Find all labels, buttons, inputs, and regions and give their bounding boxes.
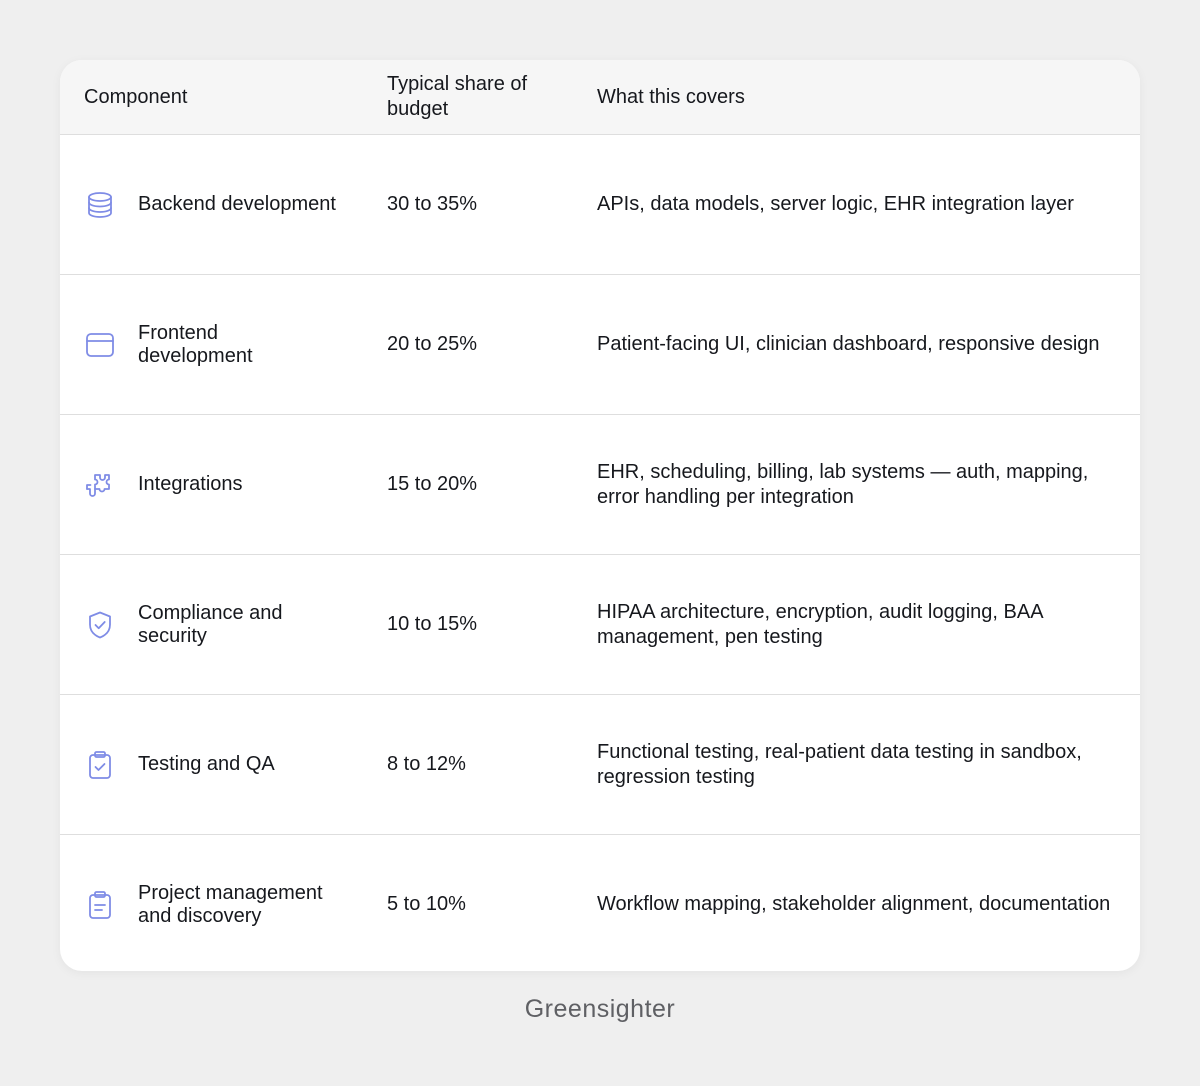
table-row — [60, 695, 1140, 835]
header-covers: What this covers — [597, 85, 745, 108]
table-row — [60, 135, 1140, 275]
table-row — [60, 415, 1140, 555]
table-header — [60, 60, 1140, 135]
browser-window-icon — [84, 329, 116, 361]
budget-share: 20 to 25% — [387, 333, 478, 355]
budget-share: 15 to 20% — [387, 473, 478, 495]
shield-check-icon — [84, 609, 116, 641]
budget-share: 10 to 15% — [387, 613, 478, 635]
budget-table — [60, 60, 1140, 971]
component-name: Compliance and security — [138, 601, 283, 647]
component-name: Frontend development — [138, 321, 253, 367]
coverage-description: HIPAA architecture, encryption, audit logging, BAA management, pen testing — [597, 600, 1043, 648]
database-icon — [84, 189, 116, 221]
component-name: Backend development — [138, 193, 336, 215]
header-share: Typical share of budget — [387, 73, 528, 120]
clipboard-check-icon — [84, 749, 116, 781]
budget-share: 30 to 35% — [387, 193, 478, 215]
brand-footer: Greensighter — [524, 995, 676, 1023]
budget-share: 8 to 12% — [387, 753, 466, 775]
component-name: Integrations — [138, 473, 243, 495]
header-component: Component — [84, 85, 188, 108]
coverage-description: Patient-facing UI, clinician dashboard, responsive design — [597, 333, 1100, 355]
coverage-description: APIs, data models, server logic, EHR integration layer — [597, 193, 1074, 215]
component-name: Testing and QA — [138, 753, 275, 775]
component-name: Project management and discovery — [138, 881, 323, 927]
coverage-description: Workflow mapping, stakeholder alignment, documentation — [597, 893, 1111, 915]
table-row — [60, 555, 1140, 695]
clipboard-list-icon — [84, 889, 116, 921]
table-row — [60, 275, 1140, 415]
table-row — [60, 835, 1140, 971]
coverage-description: EHR, scheduling, billing, lab systems — auth, mapping, error handling per integration — [597, 460, 1089, 508]
coverage-description: Functional testing, real-patient data testing in sandbox, regression testing — [597, 740, 1082, 788]
puzzle-icon — [84, 469, 116, 501]
budget-share: 5 to 10% — [387, 893, 466, 915]
